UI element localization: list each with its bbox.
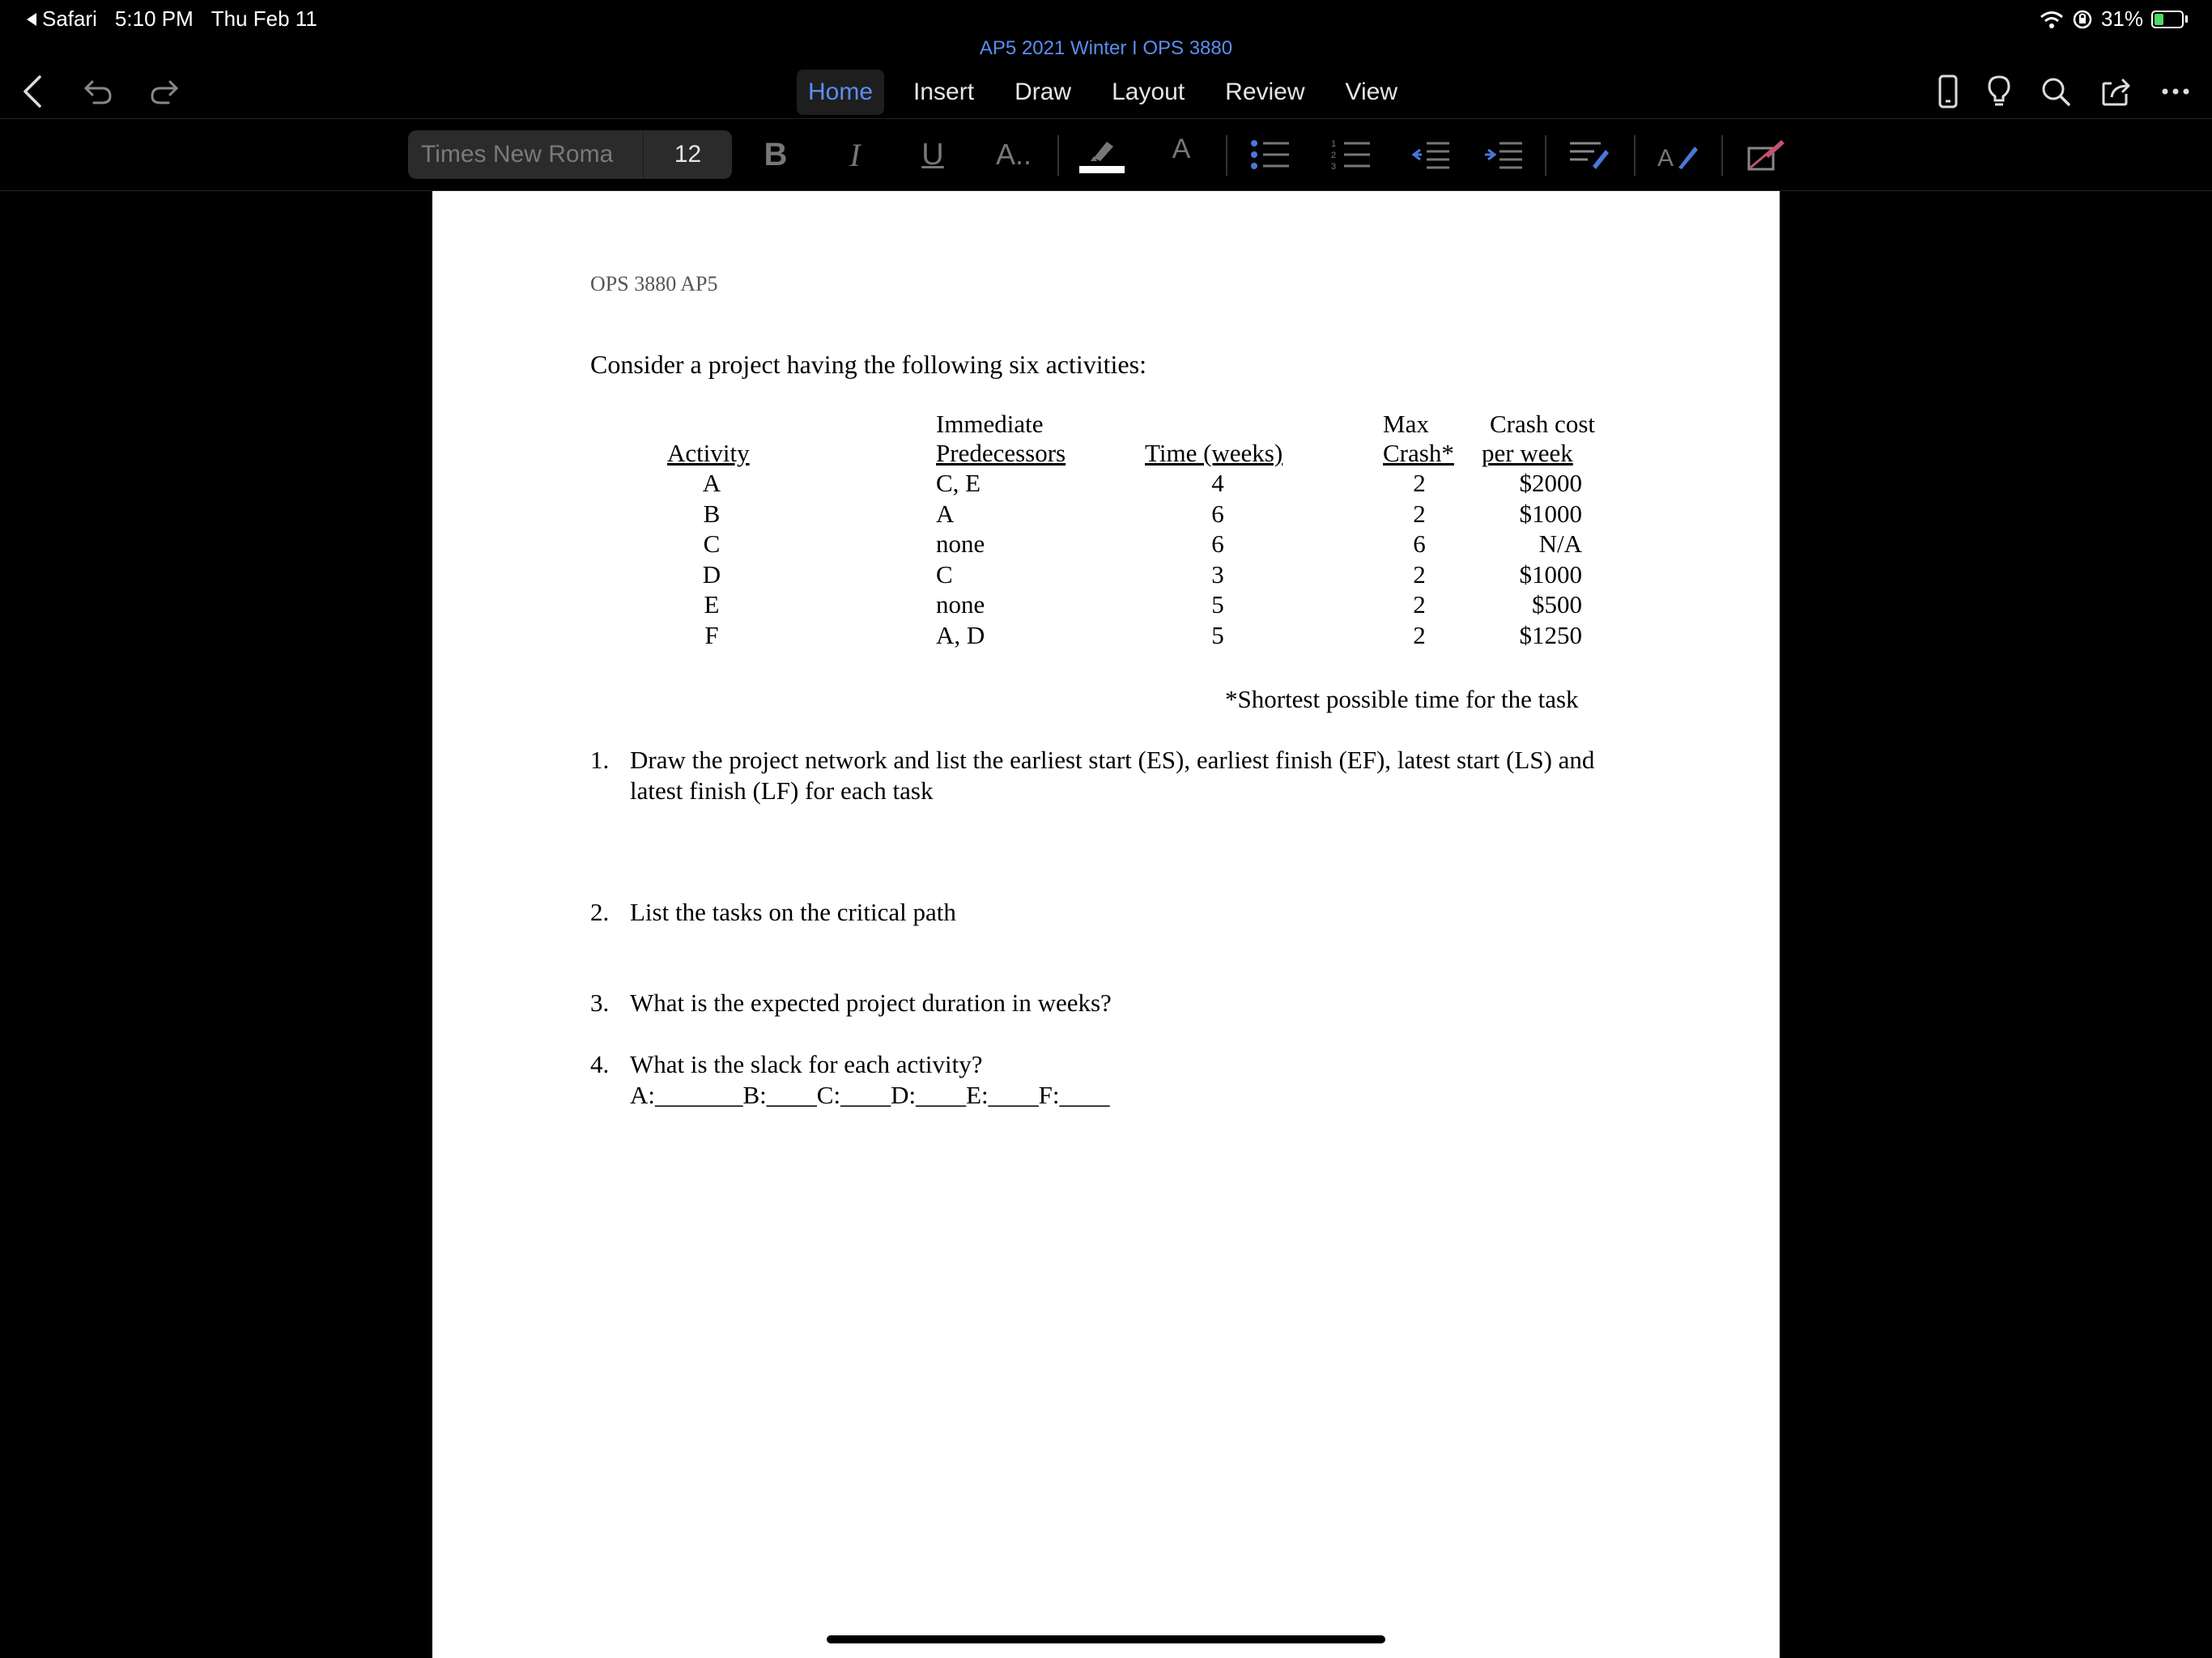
home-ribbon xyxy=(0,118,2212,191)
table-cell: C, E xyxy=(936,469,981,497)
orientation-lock-icon xyxy=(2072,9,2093,30)
table-cell: none xyxy=(936,529,985,558)
table-cell: 5 xyxy=(1211,590,1224,619)
table-cell: $2000 xyxy=(1519,469,1582,497)
table-cell: 6 xyxy=(1211,529,1224,558)
predecessors-column xyxy=(936,410,1098,650)
wifi-icon xyxy=(2040,10,2064,29)
question-text: What is the slack for each activity? xyxy=(630,1050,983,1078)
table-cell: A, D xyxy=(936,620,985,649)
italic-button[interactable]: I xyxy=(849,136,861,173)
styles-brush-icon xyxy=(1657,138,1699,171)
table-cell: 2 xyxy=(1413,559,1426,589)
styles-button[interactable] xyxy=(1653,130,1704,179)
table-header-line1: Immediate xyxy=(936,410,1044,438)
table-cell: 6 xyxy=(1211,499,1224,528)
ellipsis-icon[interactable] xyxy=(2162,87,2189,96)
share-icon[interactable] xyxy=(2100,76,2133,107)
table-cell: none xyxy=(936,590,985,619)
table-cell: 6 xyxy=(1413,529,1426,558)
undo-icon xyxy=(83,75,115,108)
font-size-field[interactable]: 12 xyxy=(643,130,732,179)
highlighter-icon xyxy=(1086,137,1118,161)
table-cell: C xyxy=(703,529,721,558)
table-cell: 2 xyxy=(1413,590,1426,619)
question-4 xyxy=(590,1049,1643,1114)
battery-percent: 31% xyxy=(2100,6,2143,31)
table-cell: 2 xyxy=(1413,620,1426,649)
font-picker[interactable] xyxy=(408,130,732,179)
table-cell: 2 xyxy=(1413,469,1426,497)
toolbar-tabs-row xyxy=(0,65,2212,118)
back-to-app-button[interactable] xyxy=(26,6,97,32)
slack-answer-line[interactable]: A:_______B:____C:____D:____E:____F:____ xyxy=(630,1081,1110,1109)
table-cell: $1250 xyxy=(1519,620,1582,649)
question-1 xyxy=(590,745,1643,810)
search-icon[interactable] xyxy=(2040,76,2071,107)
table-cell: 2 xyxy=(1413,499,1426,528)
table-cell: A xyxy=(702,469,721,497)
max-crash-column xyxy=(1383,410,1456,650)
tab-insert[interactable]: Insert xyxy=(913,79,975,105)
svg-text:2: 2 xyxy=(1331,151,1337,160)
numbered-list-icon xyxy=(1331,138,1372,171)
activity-column xyxy=(667,410,756,650)
phone-icon[interactable] xyxy=(1938,74,1958,108)
status-bar xyxy=(0,0,2212,37)
undo-button[interactable] xyxy=(74,65,123,118)
table-cell: 5 xyxy=(1211,620,1224,649)
table-cell: E xyxy=(704,590,720,619)
bold-button[interactable]: B xyxy=(764,136,788,172)
table-header-line1: Max xyxy=(1383,410,1429,438)
table-footnote: *Shortest possible time for the task xyxy=(1225,685,1579,713)
tab-draw[interactable]: Draw xyxy=(1015,79,1072,105)
intro-paragraph: Consider a project having the following six activities: xyxy=(590,350,1146,379)
table-cell: C xyxy=(936,559,953,589)
table-cell: $1000 xyxy=(1519,559,1582,589)
lightbulb-icon[interactable] xyxy=(1987,74,2011,108)
table-cell: B xyxy=(703,499,721,528)
increase-indent-button[interactable] xyxy=(1480,130,1527,179)
table-cell: F xyxy=(704,620,719,649)
table-cell: 4 xyxy=(1211,469,1224,497)
tab-view[interactable]: View xyxy=(1345,79,1398,105)
table-header-time: Time (weeks) xyxy=(1145,439,1283,467)
redo-icon xyxy=(147,75,180,108)
question-number: 1. xyxy=(590,746,610,774)
svg-text:3: 3 xyxy=(1331,162,1337,171)
question-text: What is the expected project duration in weeks? xyxy=(630,988,1112,1017)
table-header-activity: Activity xyxy=(667,439,750,467)
document-title[interactable]: AP5 2021 Winter I OPS 3880 xyxy=(979,37,1233,59)
table-cell: A xyxy=(936,499,955,528)
question-text: Draw the project network and list the earliest start (ES), earliest finish (EF), latest start (LS) and latest finish (LF) for each task xyxy=(630,746,1595,805)
status-date: Thu Feb 11 xyxy=(211,6,317,31)
question-number: 3. xyxy=(590,988,610,1017)
question-number: 4. xyxy=(590,1050,610,1078)
svg-text:1: 1 xyxy=(1331,139,1337,149)
more-font-options-button[interactable]: A.. xyxy=(995,138,1032,171)
table-header-predecessors: Predecessors xyxy=(936,439,1066,467)
question-3 xyxy=(590,988,1643,1020)
tab-home[interactable]: Home xyxy=(797,70,884,115)
battery-icon xyxy=(2151,11,2188,28)
question-text: List the tasks on the critical path xyxy=(630,898,956,926)
ribbon-tabs xyxy=(797,70,1427,115)
font-color-glyph: A xyxy=(1172,133,1191,164)
underline-button[interactable]: U xyxy=(921,137,944,172)
table-header-line1 xyxy=(1145,410,1291,439)
tab-review[interactable]: Review xyxy=(1225,79,1305,105)
table-cell: N/A xyxy=(1538,529,1582,558)
home-indicator[interactable] xyxy=(827,1635,1385,1643)
time-column xyxy=(1145,410,1291,650)
paragraph-format-icon xyxy=(1568,138,1610,171)
document-page[interactable] xyxy=(432,191,1780,1658)
numbering-button[interactable] xyxy=(1328,130,1375,179)
table-cell: D xyxy=(702,559,721,589)
table-cell: 3 xyxy=(1211,559,1224,589)
svg-text:A: A xyxy=(1657,145,1674,171)
status-time: 5:10 PM xyxy=(114,6,194,31)
back-button[interactable] xyxy=(8,65,57,118)
crash-cost-column xyxy=(1482,410,1595,650)
table-header-line1 xyxy=(667,410,756,439)
font-color-button[interactable] xyxy=(1156,130,1206,179)
bullet-list-icon xyxy=(1250,138,1291,171)
chevron-left-icon xyxy=(22,74,43,109)
font-name-field[interactable]: Times New Roma xyxy=(421,141,614,168)
table-header-line1: Crash cost xyxy=(1489,410,1595,438)
decrease-indent-icon xyxy=(1410,138,1451,171)
paragraph-formatting-button[interactable] xyxy=(1564,130,1614,179)
increase-indent-icon xyxy=(1483,138,1524,171)
table-header-crash-cost: per week xyxy=(1482,439,1573,467)
highlight-button[interactable] xyxy=(1077,130,1127,179)
table-cell: $500 xyxy=(1532,590,1582,619)
question-number: 2. xyxy=(590,898,610,926)
back-app-label: Safari xyxy=(42,6,97,31)
decrease-indent-button[interactable] xyxy=(1407,130,1454,179)
page-header: OPS 3880 AP5 xyxy=(590,272,718,295)
clear-formatting-button[interactable] xyxy=(1741,130,1791,179)
back-triangle-icon xyxy=(26,12,37,27)
question-2 xyxy=(590,897,1643,929)
table-cell: $1000 xyxy=(1519,499,1582,528)
bullets-button[interactable] xyxy=(1247,130,1294,179)
clear-formatting-icon xyxy=(1746,137,1786,172)
redo-button[interactable] xyxy=(139,65,188,118)
table-header-max-crash: Crash* xyxy=(1383,439,1454,467)
tab-layout[interactable]: Layout xyxy=(1112,79,1185,105)
